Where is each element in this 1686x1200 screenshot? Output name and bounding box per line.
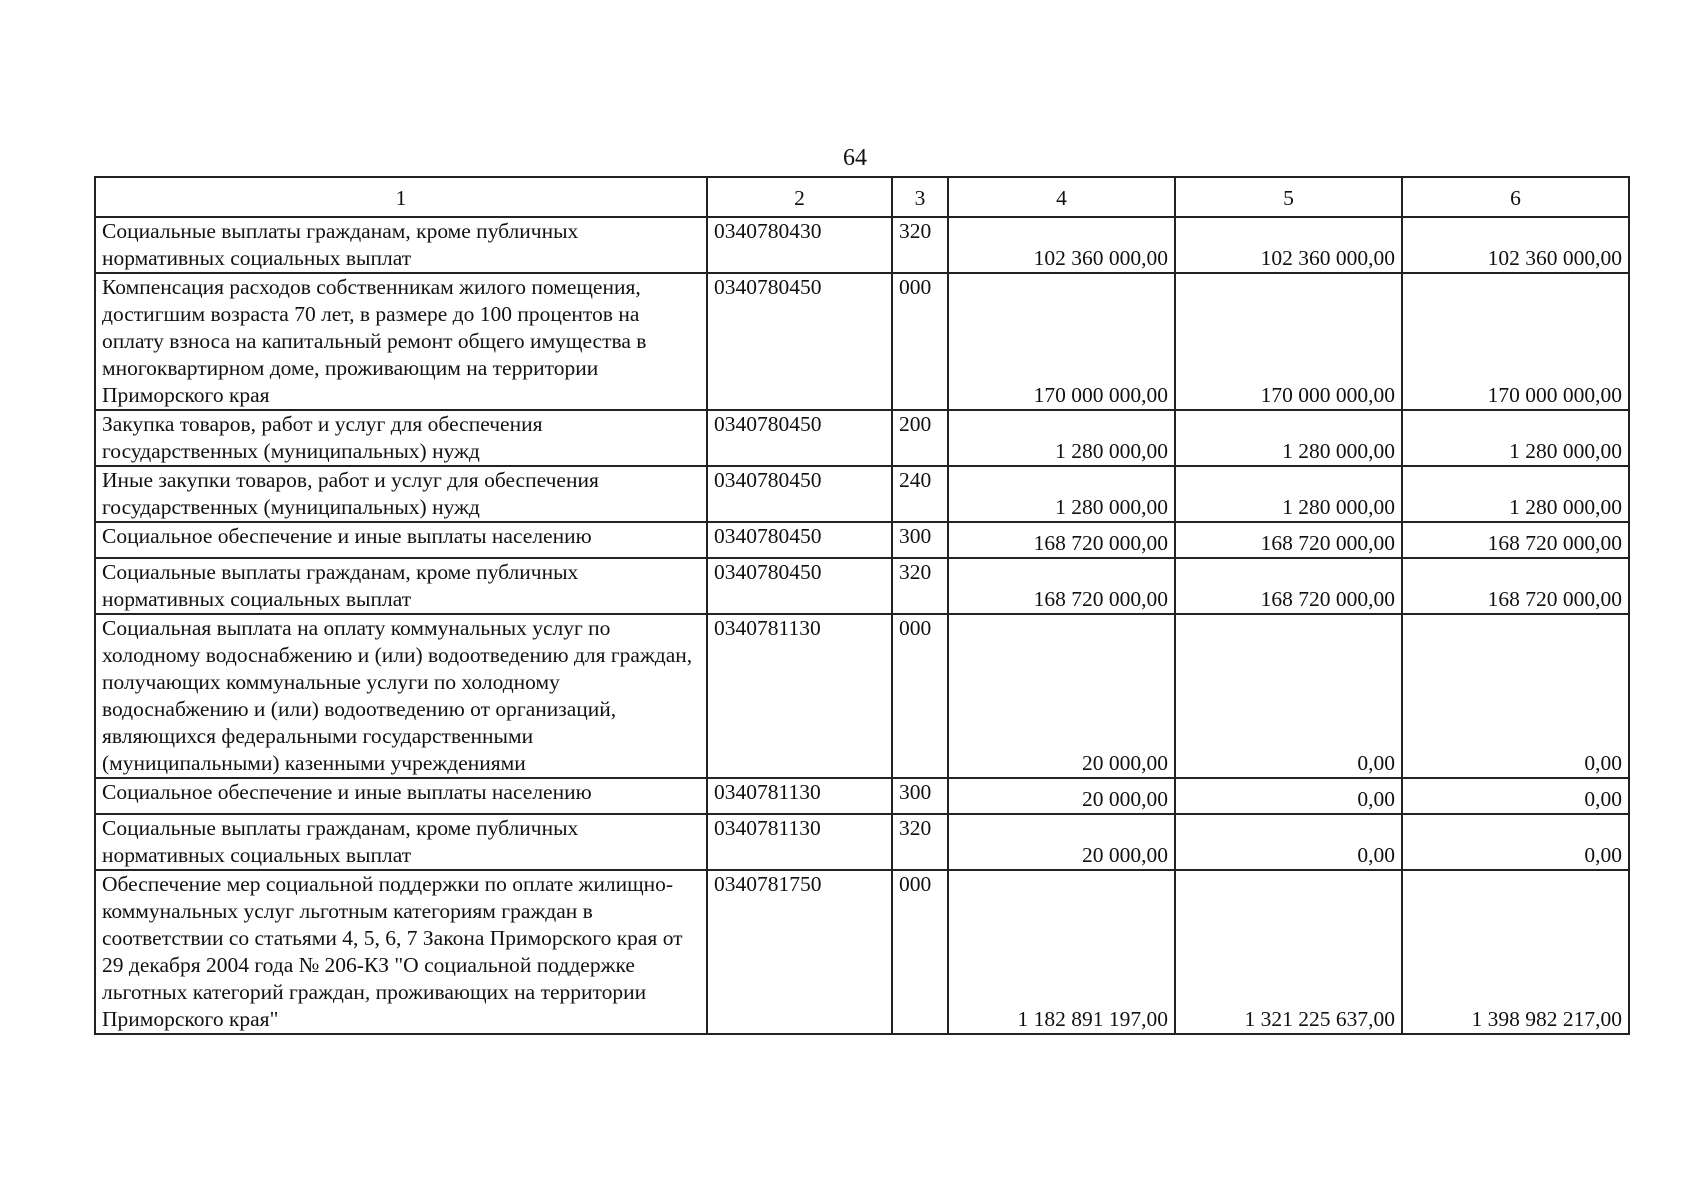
row-amount-col6: 168 720 000,00: [1402, 522, 1629, 558]
column-header-1: 1: [95, 177, 707, 217]
table-header-row: [95, 177, 1629, 217]
row-amount-col4: 1 280 000,00: [948, 410, 1175, 466]
table-row: [95, 870, 1629, 1034]
row-expense-type: 200: [892, 410, 948, 466]
column-header-5: 5: [1175, 177, 1402, 217]
row-amount-col4: 168 720 000,00: [948, 558, 1175, 614]
table-row: [95, 522, 1629, 558]
column-header-2: 2: [707, 177, 892, 217]
row-amount-col6: 0,00: [1402, 814, 1629, 870]
row-target-code: 0340780430: [707, 217, 892, 273]
row-amount-col4: 102 360 000,00: [948, 217, 1175, 273]
row-amount-col6: 0,00: [1402, 614, 1629, 778]
row-amount-col4: 20 000,00: [948, 814, 1175, 870]
row-name: Обеспечение мер социальной поддержки по оплате жилищно-коммунальных услуг льготным категориям граждан в соответствии со статьями 4, 5, 6, 7 Закона Приморского края от 29 декабря 2004 года № 206-КЗ "О социальной поддержке льготных категорий граждан, проживающих на территории Приморского края": [95, 870, 707, 1034]
row-name: Социальные выплаты гражданам, кроме публичных нормативных социальных выплат: [95, 558, 707, 614]
row-expense-type: 000: [892, 870, 948, 1034]
table-row: [95, 273, 1629, 410]
row-expense-type: 320: [892, 814, 948, 870]
row-amount-col5: 1 280 000,00: [1175, 466, 1402, 522]
budget-table: [94, 176, 1630, 1035]
row-amount-col5: 102 360 000,00: [1175, 217, 1402, 273]
row-amount-col4: 1 182 891 197,00: [948, 870, 1175, 1034]
row-name: Социальные выплаты гражданам, кроме публичных нормативных социальных выплат: [95, 814, 707, 870]
table-row: [95, 558, 1629, 614]
row-name: Закупка товаров, работ и услуг для обеспечения государственных (муниципальных) нужд: [95, 410, 707, 466]
row-amount-col5: 170 000 000,00: [1175, 273, 1402, 410]
row-expense-type: 300: [892, 522, 948, 558]
row-expense-type: 320: [892, 558, 948, 614]
row-expense-type: 240: [892, 466, 948, 522]
row-expense-type: 300: [892, 778, 948, 814]
table-row: [95, 466, 1629, 522]
row-name: Иные закупки товаров, работ и услуг для обеспечения государственных (муниципальных) нужд: [95, 466, 707, 522]
row-target-code: 0340780450: [707, 410, 892, 466]
page-number: 64: [843, 145, 867, 171]
row-amount-col6: 168 720 000,00: [1402, 558, 1629, 614]
row-amount-col5: 1 321 225 637,00: [1175, 870, 1402, 1034]
row-amount-col6: 1 280 000,00: [1402, 466, 1629, 522]
row-amount-col5: 0,00: [1175, 814, 1402, 870]
row-expense-type: 000: [892, 273, 948, 410]
row-name: Социальные выплаты гражданам, кроме публичных нормативных социальных выплат: [95, 217, 707, 273]
column-header-4: 4: [948, 177, 1175, 217]
row-target-code: 0340780450: [707, 522, 892, 558]
row-amount-col5: 168 720 000,00: [1175, 522, 1402, 558]
row-amount-col5: 168 720 000,00: [1175, 558, 1402, 614]
row-target-code: 0340781750: [707, 870, 892, 1034]
row-expense-type: 320: [892, 217, 948, 273]
table-row: [95, 778, 1629, 814]
row-amount-col4: 168 720 000,00: [948, 522, 1175, 558]
row-amount-col4: 1 280 000,00: [948, 466, 1175, 522]
column-header-3: 3: [892, 177, 948, 217]
row-amount-col6: 1 280 000,00: [1402, 410, 1629, 466]
column-header-6: 6: [1402, 177, 1629, 217]
row-amount-col6: 102 360 000,00: [1402, 217, 1629, 273]
row-name: Компенсация расходов собственникам жилого помещения, достигшим возраста 70 лет, в размере до 100 процентов на оплату взноса на капитальный ремонт общего имущества в многоквартирном доме, проживающим на территории Приморского края: [95, 273, 707, 410]
table-row: [95, 814, 1629, 870]
row-amount-col5: 0,00: [1175, 778, 1402, 814]
row-amount-col5: 1 280 000,00: [1175, 410, 1402, 466]
row-target-code: 0340780450: [707, 273, 892, 410]
row-target-code: 0340781130: [707, 614, 892, 778]
row-amount-col4: 20 000,00: [948, 778, 1175, 814]
table-row: [95, 614, 1629, 778]
row-amount-col6: 0,00: [1402, 778, 1629, 814]
row-target-code: 0340781130: [707, 778, 892, 814]
row-amount-col4: 20 000,00: [948, 614, 1175, 778]
row-expense-type: 000: [892, 614, 948, 778]
row-name: Социальная выплата на оплату коммунальных услуг по холодному водоснабжению и (или) водоотведению для граждан, получающих коммунальные услуги по холодному водоснабжению и (или) водоотведению от организаций, являющихся федеральными государственными (муниципальными) казенными учреждениями: [95, 614, 707, 778]
row-name: Социальное обеспечение и иные выплаты населению: [95, 778, 707, 814]
budget-table-container: [94, 176, 1628, 1035]
row-target-code: 0340780450: [707, 466, 892, 522]
row-amount-col6: 170 000 000,00: [1402, 273, 1629, 410]
table-row: [95, 217, 1629, 273]
row-target-code: 0340781130: [707, 814, 892, 870]
table-row: [95, 410, 1629, 466]
row-name: Социальное обеспечение и иные выплаты населению: [95, 522, 707, 558]
row-amount-col6: 1 398 982 217,00: [1402, 870, 1629, 1034]
row-amount-col5: 0,00: [1175, 614, 1402, 778]
row-amount-col4: 170 000 000,00: [948, 273, 1175, 410]
row-target-code: 0340780450: [707, 558, 892, 614]
